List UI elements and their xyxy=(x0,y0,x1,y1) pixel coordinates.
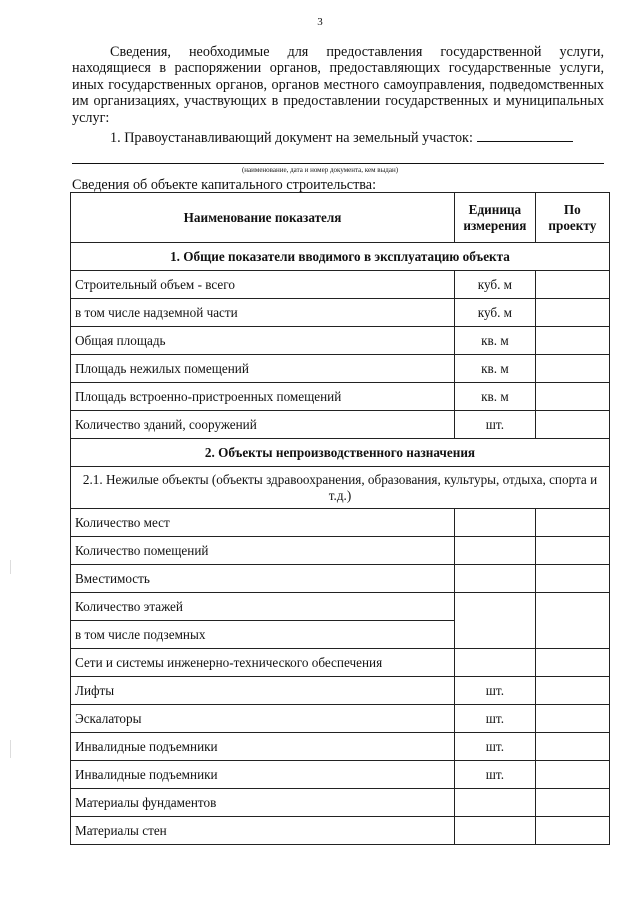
row-value-cell[interactable] xyxy=(535,817,609,845)
row-unit: шт. xyxy=(455,705,536,733)
table-row xyxy=(71,677,610,705)
row-unit xyxy=(455,817,536,845)
row-unit: кв. м xyxy=(455,327,536,355)
row-unit xyxy=(455,789,536,817)
table-row xyxy=(71,593,610,621)
row-name: Сети и системы инженерно-технического обеспечения xyxy=(71,649,455,677)
row-unit: шт. xyxy=(455,411,536,439)
document-rule xyxy=(72,163,604,164)
row-unit xyxy=(455,537,536,565)
row-name: Количество этажей xyxy=(71,593,455,621)
table-row xyxy=(71,817,610,845)
row-name: Инвалидные подъемники xyxy=(71,733,455,761)
table-row xyxy=(71,733,610,761)
header-by-project: По проекту xyxy=(535,193,609,243)
header-unit: Единица измерения xyxy=(455,193,536,243)
table-row xyxy=(71,789,610,817)
row-value-cell-merged[interactable] xyxy=(535,593,609,649)
indicators-table xyxy=(70,192,610,845)
document-item-label: 1. Правоустанавливающий документ на земельный участок: xyxy=(110,130,473,146)
table-header-row xyxy=(71,193,610,243)
row-name: Вместимость xyxy=(71,565,455,593)
subsection-2-1-title: 2.1. Нежилые объекты (объекты здравоохранения, образования, культуры, отдыха, спорта и т.д.) xyxy=(71,467,610,509)
row-unit: шт. xyxy=(455,677,536,705)
row-name: Инвалидные подъемники xyxy=(71,761,455,789)
table-row xyxy=(71,537,610,565)
table-row xyxy=(71,649,610,677)
row-value-cell[interactable] xyxy=(535,705,609,733)
row-value-cell[interactable] xyxy=(535,789,609,817)
row-value-cell[interactable] xyxy=(535,299,609,327)
row-value-cell[interactable] xyxy=(535,271,609,299)
scan-margin-mark xyxy=(10,560,11,574)
row-name: Количество зданий, сооружений xyxy=(71,411,455,439)
row-unit: шт. xyxy=(455,761,536,789)
row-unit: куб. м xyxy=(455,271,536,299)
row-value-cell[interactable] xyxy=(535,355,609,383)
row-unit: куб. м xyxy=(455,299,536,327)
intro-paragraph: Сведения, необходимые для предоставления государственной услуги, находящиеся в распоряжении органов, предоставляющих государственные услуги, иных государственных органов, органов местного самоуправления, подведомственных им организациях, участвующих в предоставлении государственных и муниципальных услуг: xyxy=(72,44,604,126)
row-unit: кв. м xyxy=(455,383,536,411)
document-caption: (наименование, дата и номер документа, кем выдан) xyxy=(241,166,399,174)
row-value-cell[interactable] xyxy=(535,327,609,355)
row-name: Лифты xyxy=(71,677,455,705)
table-row xyxy=(71,509,610,537)
row-value-cell[interactable] xyxy=(535,761,609,789)
row-name: Эскалаторы xyxy=(71,705,455,733)
table-row xyxy=(71,565,610,593)
row-name: Материалы стен xyxy=(71,817,455,845)
row-unit: шт. xyxy=(455,733,536,761)
row-value-cell[interactable] xyxy=(535,649,609,677)
page-number: 3 xyxy=(317,16,323,28)
row-value-cell[interactable] xyxy=(535,733,609,761)
header-indicator-name: Наименование показателя xyxy=(71,193,455,243)
object-heading: Сведения об объекте капитального строительства: xyxy=(72,177,377,193)
subsection-row xyxy=(71,467,610,509)
row-name: Общая площадь xyxy=(71,327,455,355)
row-value-cell[interactable] xyxy=(535,565,609,593)
row-name: в том числе подземных xyxy=(71,621,455,649)
row-name: Количество мест xyxy=(71,509,455,537)
section-row xyxy=(71,439,610,467)
row-value-cell[interactable] xyxy=(535,411,609,439)
scan-margin-mark xyxy=(10,740,11,758)
table-row xyxy=(71,383,610,411)
row-unit xyxy=(455,649,536,677)
row-unit: кв. м xyxy=(455,355,536,383)
document-line xyxy=(72,129,604,146)
table-row xyxy=(71,705,610,733)
table-row xyxy=(71,299,610,327)
row-unit-merged xyxy=(455,593,536,649)
section-2-title: 2. Объекты непроизводственного назначения xyxy=(71,439,610,467)
section-row xyxy=(71,243,610,271)
document-blank-field[interactable] xyxy=(477,129,573,142)
row-name: в том числе надземной части xyxy=(71,299,455,327)
row-name: Площадь встроенно-пристроенных помещений xyxy=(71,383,455,411)
table-row xyxy=(71,761,610,789)
table-row xyxy=(71,355,610,383)
row-name: Строительный объем - всего xyxy=(71,271,455,299)
row-name: Количество помещений xyxy=(71,537,455,565)
row-name: Материалы фундаментов xyxy=(71,789,455,817)
row-name: Площадь нежилых помещений xyxy=(71,355,455,383)
table-row xyxy=(71,327,610,355)
table-row xyxy=(71,411,610,439)
row-unit xyxy=(455,509,536,537)
table-row xyxy=(71,271,610,299)
row-value-cell[interactable] xyxy=(535,537,609,565)
row-unit xyxy=(455,565,536,593)
row-value-cell[interactable] xyxy=(535,677,609,705)
row-value-cell[interactable] xyxy=(535,509,609,537)
row-value-cell[interactable] xyxy=(535,383,609,411)
section-1-title: 1. Общие показатели вводимого в эксплуатацию объекта xyxy=(71,243,610,271)
